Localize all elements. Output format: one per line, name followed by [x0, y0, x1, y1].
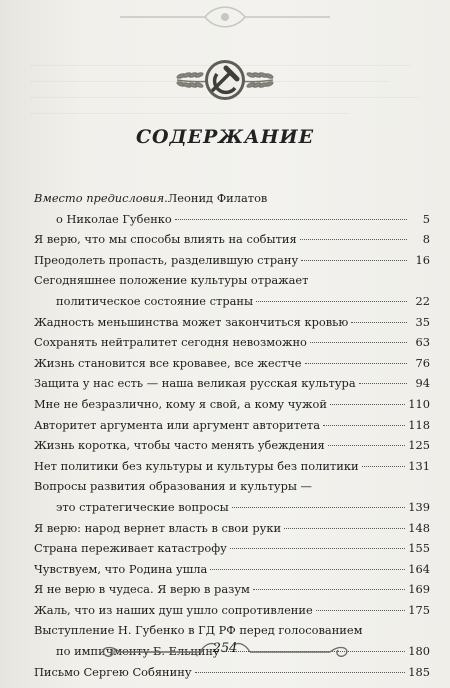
toc-title: СОДЕРЖАНИЕ [135, 126, 315, 148]
leader-dots [316, 610, 406, 611]
toc-entry [34, 394, 430, 415]
entry-label: Сохранять нейтралитет сегодня невозможно [34, 335, 307, 350]
toc-entry [34, 559, 430, 580]
entry-label: это стратегические вопросы [56, 499, 229, 514]
page-number: 63 [415, 335, 430, 350]
toc-entry [34, 579, 430, 600]
entry-label: по импичменту Б. Ельцину [56, 644, 220, 659]
entry-label: о Николае Губенко [56, 211, 172, 226]
leader-dots [253, 589, 405, 590]
leader-dots [300, 239, 407, 240]
leader-dots [359, 383, 407, 384]
leader-dots [210, 569, 405, 570]
leader-dots [301, 260, 407, 261]
leader-dots [330, 404, 405, 405]
entry-label: Жадность меньшинства может закончиться кровью [34, 314, 349, 329]
toc-entry [34, 250, 430, 271]
entry-label: Чувствуем, что Родина ушла [34, 561, 208, 576]
toc-entry [34, 538, 430, 559]
page-number: 131 [408, 458, 430, 473]
leader-dots [284, 528, 405, 529]
toc-entry [34, 456, 430, 477]
toc-entry [34, 600, 430, 621]
page-number: 175 [408, 602, 430, 617]
entry-label-italic: Вместо предисловия. [34, 191, 168, 205]
leader-dots [362, 466, 406, 467]
toc-entry [34, 353, 430, 374]
ornament-icon [110, 2, 340, 32]
entry-label: Страна переживает катастрофу [34, 541, 227, 556]
page-number: 35 [415, 314, 430, 329]
page-number: 76 [415, 355, 430, 370]
page-number: 118 [408, 417, 430, 432]
page-number: 110 [408, 396, 430, 411]
leader-dots [351, 322, 407, 323]
page-number: 5 [422, 211, 430, 226]
toc-entry [34, 312, 430, 333]
leader-dots [230, 548, 405, 549]
entry-label: Защита у нас есть — наша великая русская культура [34, 376, 356, 391]
page-number-footer: 254 [212, 641, 238, 656]
leader-dots [195, 672, 406, 673]
page-number: 155 [408, 541, 430, 556]
page-number: 94 [415, 376, 430, 391]
entry-label: Жаль, что из наших душ ушло сопротивление [34, 602, 313, 617]
entry-label: Я верю: народ вернет власть в свои руки [34, 520, 282, 535]
entry-label: Выступление Н. Губенко в ГД РФ перед голосованием [34, 623, 363, 638]
entry-label: Жизнь коротка, чтобы часто менять убеждения [34, 438, 325, 453]
page-number: 125 [408, 438, 430, 453]
entry-label: Преодолеть пропасть, разделившую страну [34, 252, 299, 267]
page-number: 139 [408, 499, 430, 514]
toc-entry [34, 518, 430, 539]
leader-dots [323, 425, 405, 426]
entry-label: Мне не безразлично, кому я свой, а кому чужой [34, 396, 327, 411]
hammer-and-sickle-wheat-icon [165, 52, 285, 112]
toc-entry [34, 476, 430, 517]
leader-dots [256, 301, 407, 302]
leader-dots [310, 342, 407, 343]
page-number: 185 [408, 664, 430, 679]
entry-label: Жизнь становится все кровавее, все жестче [34, 355, 302, 370]
entry-label: Я не верю в чудеса. Я верю в разум [34, 582, 250, 597]
page-number: 164 [408, 561, 430, 576]
page-number: 16 [415, 252, 430, 267]
leader-dots [232, 507, 406, 508]
toc-entry [34, 332, 430, 353]
toc-entry [34, 188, 430, 229]
entry-label: Письмо Сергею Собянину [34, 664, 192, 679]
entry-label: Вопросы развития образования и культуры — [34, 479, 312, 494]
toc-entry [34, 435, 430, 456]
page-number: 148 [408, 520, 430, 535]
entry-label: Нет политики без культуры и культуры без политики [34, 458, 359, 473]
entry-label: Авторитет аргумента или аргумент авторитета [34, 417, 320, 432]
toc-entry [34, 270, 430, 311]
leader-dots [328, 445, 406, 446]
entry-label: Я верю, что мы способы влиять на события [34, 232, 297, 247]
table-of-contents [34, 188, 430, 682]
entry-label: Сегодняшнее положение культуры отражает [34, 273, 309, 288]
toc-entry [34, 229, 430, 250]
entry-label: политическое состояние страны [56, 293, 254, 308]
toc-entry [34, 415, 430, 436]
leader-dots [305, 363, 407, 364]
entry-label: Леонид Филатов [167, 191, 268, 205]
toc-entry [34, 373, 430, 394]
page-number: 169 [408, 582, 430, 597]
page-number: 22 [415, 293, 430, 308]
leader-dots [175, 219, 407, 220]
page-number: 8 [422, 232, 430, 247]
page-number: 180 [408, 644, 430, 659]
